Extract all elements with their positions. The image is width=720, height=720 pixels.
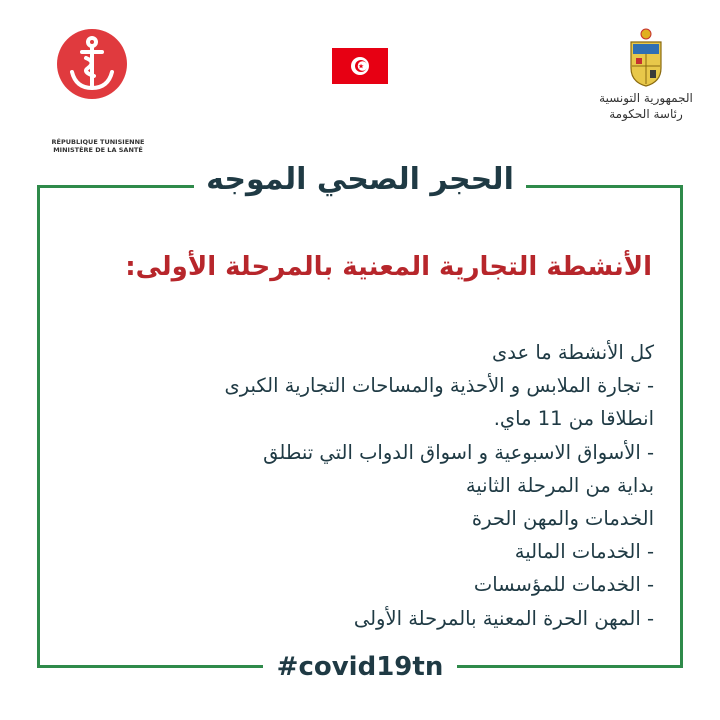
list-item: كل الأنشطة ما عدى — [492, 341, 654, 364]
list-item: - الخدمات المالية — [514, 540, 654, 564]
government-label-line-1: الجمهورية التونسية — [599, 91, 693, 105]
list-item: - الخدمات للمؤسسات — [473, 573, 654, 597]
hashtag: #covid19tn — [263, 647, 458, 687]
health-anchor-icon — [56, 28, 128, 100]
ministry-label — [48, 138, 148, 154]
ministry-label-line-2: MINISTÈRE DE LA SANTÉ — [53, 146, 143, 154]
government-logo — [590, 28, 710, 128]
activities-list — [54, 336, 654, 635]
ministry-label-line-1: RÉPUBLIQUE TUNISIENNE — [51, 138, 145, 146]
list-item: - تجارة الملابس و الأحذية والمساحات التجارية الكبرى — [224, 374, 654, 398]
page-title: الحجر الصحي الموجه — [194, 162, 526, 197]
list-item: - الأسواق الاسبوعية و اسواق الدواب التي تنطلق — [263, 440, 654, 464]
government-label — [590, 90, 702, 122]
list-item: انطلاقا من 11 ماي. — [493, 407, 654, 431]
government-label-line-2: رئاسة الحكومة — [609, 107, 683, 121]
coat-of-arms-icon — [626, 28, 666, 88]
subtitle: الأنشطة التجارية المعنية بالمرحلة الأولى: — [125, 252, 652, 282]
ministry-of-health-logo — [48, 28, 145, 154]
list-item: بداية من المرحلة الثانية — [465, 473, 654, 497]
list-item: الخدمات والمهن الحرة — [471, 506, 654, 530]
list-item: - المهن الحرة المعنية بالمرحلة الأولى — [353, 606, 654, 630]
tunisia-flag-icon — [332, 48, 388, 84]
title-wrapper — [0, 162, 720, 197]
hashtag-wrapper — [0, 647, 720, 687]
